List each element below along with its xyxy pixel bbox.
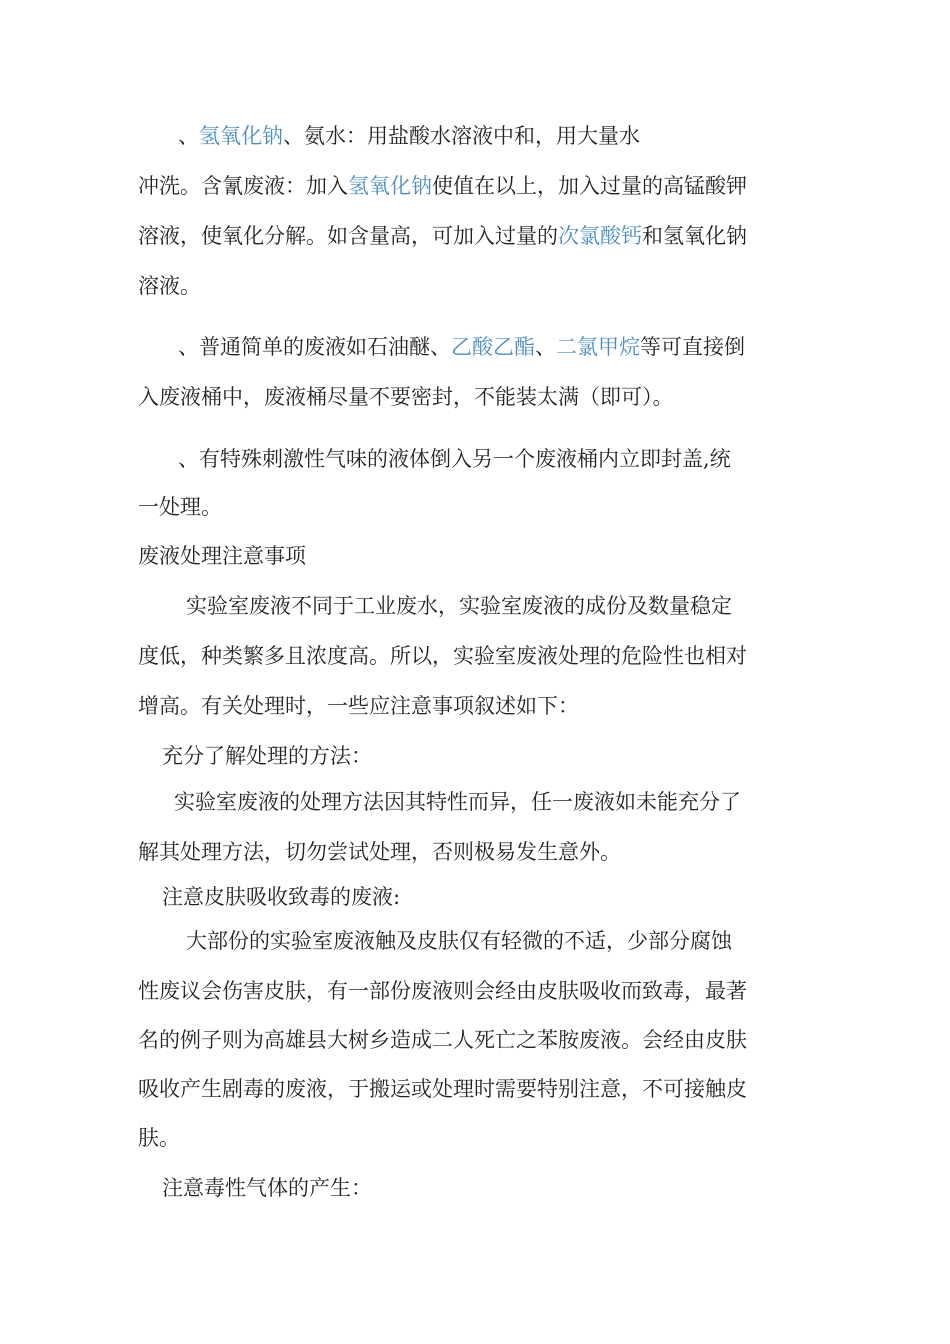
keyword-link[interactable]: 氢氧化钠 (199, 124, 283, 148)
p2-line-2: 入废液桶中，废液桶尽量不要密封，不能装太满（即可）。 (138, 385, 674, 409)
text-run: 使值在以上，加入过量的高锰酸钾 (432, 174, 747, 198)
p6-line-3: 名的例子则为高雄县大树乡造成二人死亡之苯胺废液。会经由皮肤 (138, 1028, 747, 1052)
text-run: 、普通简单的废液如石油醚、 (178, 335, 451, 359)
keyword-link[interactable]: 乙酸乙酯 (451, 335, 535, 359)
p3-line-1: 、有特殊刺激性气味的液体倒入另一个废液桶内立即封盖,统 (178, 447, 731, 471)
keyword-link[interactable]: 氢氧化钠 (348, 174, 432, 198)
section-heading: 废液处理注意事项 (138, 544, 306, 568)
subheading-gas: 注意毒性气体的产生： (162, 1176, 372, 1200)
text-run: 等可直接倒 (640, 335, 745, 359)
keyword-link[interactable]: 次氯酸钙 (558, 224, 642, 248)
text-run: 、 (535, 335, 556, 359)
p6-line-4: 吸收产生剧毒的废液，于搬运或处理时需要特别注意，不可接触皮 (138, 1077, 747, 1101)
p5-line-1: 实验室废液的处理方法因其特性而异，任一废液如未能充分了 (174, 790, 741, 814)
p5-line-2: 解其处理方法，切勿尝试处理，否则极易发生意外。 (138, 840, 621, 864)
p6-line-5: 肤。 (138, 1126, 180, 1150)
p6-line-1: 大部份的实验室废液触及皮肤仅有轻微的不适，少部分腐蚀 (186, 929, 732, 953)
subheading-methods: 充分了解处理的方法： (162, 744, 372, 768)
subheading-skin: 注意皮肤吸收致毒的废液: (162, 885, 401, 909)
p4-line-3: 增高。有关处理时，一些应注意事项叙述如下： (138, 694, 579, 718)
p3-line-2: 一处理。 (138, 495, 222, 519)
p2-line-1 (178, 332, 745, 362)
p1-line-1 (178, 121, 640, 151)
p6-line-2: 性废议会伤害皮肤，有一部份废液则会经由皮肤吸收而致毒，最著 (138, 979, 747, 1003)
keyword-link[interactable]: 二氯甲烷 (556, 335, 640, 359)
p1-line-4: 溶液。 (138, 274, 201, 298)
p1-line-3 (138, 221, 747, 251)
text-run: 溶液，使氧化分解。如含量高，可加入过量的 (138, 224, 558, 248)
p4-line-2: 度低，种类繁多且浓度高。所以，实验室废液处理的危险性也相对 (138, 644, 747, 668)
p1-line-2 (138, 171, 747, 201)
text-run: 和氢氧化钠 (642, 224, 747, 248)
text-run: 、氨水：用盐酸水溶液中和，用大量水 (283, 124, 640, 148)
text-run: 冲洗。含氰废液：加入 (138, 174, 348, 198)
p4-line-1: 实验室废液不同于工业废水，实验室废液的成份及数量稳定 (186, 594, 732, 618)
text-run: 、 (178, 124, 199, 148)
